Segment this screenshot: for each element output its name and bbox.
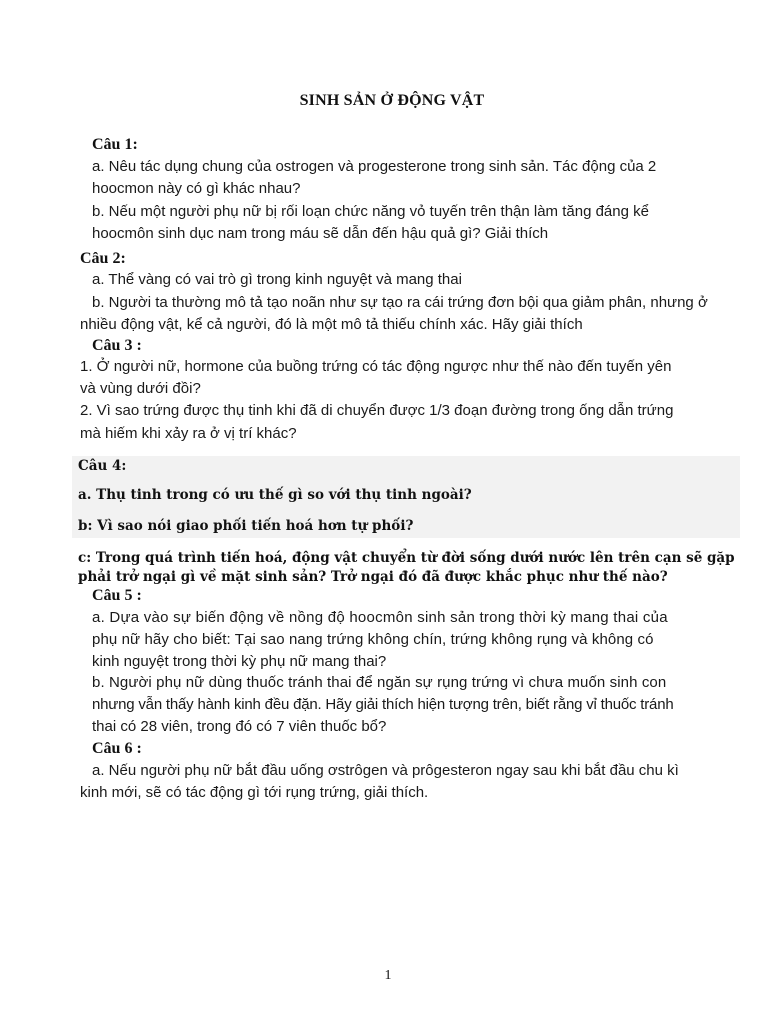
question-5-line: phụ nữ hãy cho biết: Tại sao nang trứng không chín, trứng không rụng và không có [92, 631, 654, 648]
question-1-line: a. Nêu tác dụng chung của ostrogen và progesterone trong sinh sản. Tác động của 2 [92, 158, 657, 175]
question-2-line: nhiều động vật, kể cả người, đó là một mô tả thiếu chính xác. Hãy giải thích [80, 316, 583, 333]
question-2-line: a. Thể vàng có vai trò gì trong kinh nguyệt và mang thai [92, 271, 462, 288]
question-3-line: và vùng dưới đồi? [80, 380, 201, 397]
question-5-line: kinh nguyệt trong thời kỳ phụ nữ mang thai? [92, 653, 387, 670]
question-4-part-c: phải trở ngại gì về mặt sinh sản? Trở ngại đó đã được khắc phục như thế nào? [78, 569, 668, 585]
question-4-part-a: a. Thụ tinh trong có ưu thế gì so với thụ tinh ngoài? [78, 487, 472, 503]
question-5-line: thai có 28 viên, trong đó có 7 viên thuốc bổ? [92, 718, 387, 735]
question-4-part-c: c: Trong quá trình tiến hoá, động vật chuyển từ đời sống dưới nước lên trên cạn sẽ gặp [78, 550, 735, 566]
page-number: 1 [384, 968, 392, 983]
question-3-line: 1. Ở người nữ, hormone của buồng trứng có tác động ngược như thế nào đến tuyến yên [80, 358, 672, 375]
question-6-label: Câu 6 : [92, 740, 142, 757]
question-3-label: Câu 3 : [92, 337, 142, 354]
question-5-line: nhưng vẫn thấy hành kinh đều đặn. Hãy giải thích hiện tượng trên, biết rằng vỉ thuốc tránh [92, 696, 674, 713]
question-1-label: Câu 1: [92, 136, 138, 153]
question-2-label: Câu 2: [80, 250, 126, 267]
question-1-line: hoocmon này có gì khác nhau? [92, 180, 301, 197]
question-1-line: hoocmôn sinh dục nam trong máu sẽ dẫn đến hậu quả gì? Giải thích [92, 225, 549, 242]
question-5-label: Câu 5 : [92, 587, 142, 604]
question-3-line: mà hiếm khi xảy ra ở vị trí khác? [80, 425, 297, 442]
document-title: SINH SẢN Ở ĐỘNG VẬT [299, 92, 485, 109]
question-6-line: a. Nếu người phụ nữ bắt đầu uống ơstrôgen và prôgesteron ngay sau khi bắt đầu chu kì [92, 762, 679, 779]
question-3-line: 2. Vì sao trứng được thụ tinh khi đã di chuyển được 1/3 đoạn đường trong ống dẫn trứng [80, 402, 674, 419]
question-4-part-b: b: Vì sao nói giao phối tiến hoá hơn tự phối? [78, 518, 414, 534]
question-4-label: Câu 4: [78, 458, 127, 474]
question-2-line: b. Người ta thường mô tả tạo noãn như sự tạo ra cái trứng đơn bội qua giảm phân, nhưng ở [92, 294, 708, 311]
question-1-line: b. Nếu một người phụ nữ bị rối loạn chức năng vỏ tuyến trên thận làm tăng đáng kể [92, 203, 649, 220]
question-5-line: a. Dựa vào sự biến động về nồng độ hoocmôn sinh sản trong thời kỳ mang thai của [92, 609, 668, 626]
question-6-line: kinh mới, sẽ có tác động gì tới rụng trứng, giải thích. [80, 784, 429, 801]
question-5-line: b. Người phụ nữ dùng thuốc tránh thai để ngăn sự rụng trứng vì chưa muốn sinh con [92, 674, 667, 691]
